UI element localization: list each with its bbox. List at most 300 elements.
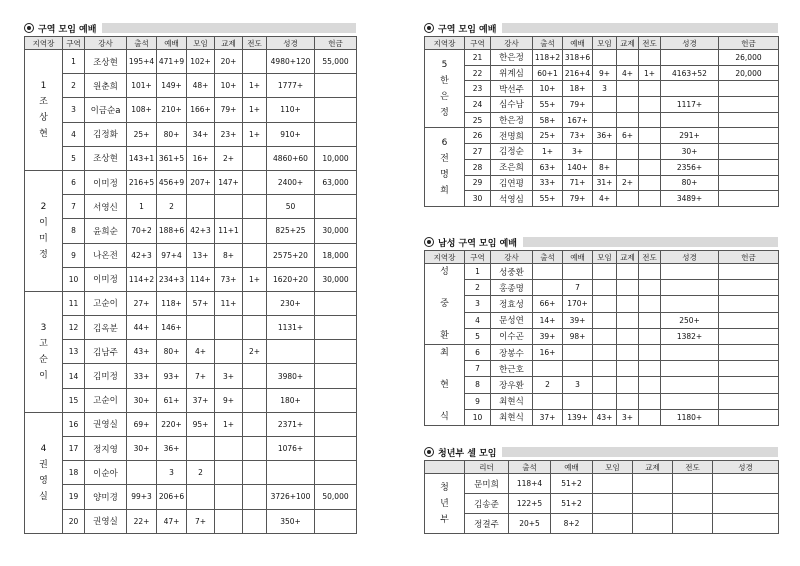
cell-teacher: 위계심 [491, 65, 533, 81]
cell-evangelism [243, 316, 267, 340]
cell-worship: 149+ [157, 74, 187, 98]
table-row [425, 128, 779, 144]
cell-worship: 216+4 [563, 65, 593, 81]
cell-meeting [593, 345, 617, 361]
cell-meeting [593, 328, 617, 344]
cell-attendance: 70+2 [127, 219, 157, 243]
table-row [425, 144, 779, 160]
leader-label-char: 한 [440, 75, 449, 86]
cell-teacher: 조은희 [491, 159, 533, 175]
column-header: 출석 [509, 461, 551, 474]
cell-worship: 98+ [563, 328, 593, 344]
cell-meeting [593, 112, 617, 128]
leader-label-char: 은 [440, 91, 449, 102]
cell-fellowship [617, 159, 639, 175]
right-top-section [424, 20, 778, 207]
leader-label-char: 명 [440, 170, 449, 181]
cell-fellowship [215, 509, 243, 533]
cell-number: 5 [63, 146, 85, 170]
cell-worship [563, 361, 593, 377]
leader-label-char [425, 312, 464, 328]
cell-worship: 2 [157, 195, 187, 219]
cell-number: 8 [465, 377, 491, 393]
column-header: 모임 [593, 251, 617, 264]
leader-label-char: 4 [40, 443, 47, 454]
cell-evangelism [639, 175, 661, 191]
cell-number: 5 [465, 328, 491, 344]
cell-attendance: 216+5 [127, 170, 157, 194]
cell-bible: 3980+ [267, 364, 315, 388]
header-row [25, 37, 357, 50]
cell-evangelism [639, 144, 661, 160]
cell-meeting [593, 296, 617, 312]
cell-teacher: 석영심 [491, 191, 533, 207]
table-row [425, 65, 779, 81]
cell-fellowship [617, 361, 639, 377]
cell-bible: 1131+ [267, 316, 315, 340]
left-section-title: 구역 모임 예배 [38, 24, 97, 35]
cell-worship: 61+ [157, 388, 187, 412]
column-header: 전도 [639, 37, 661, 50]
title-bar [502, 447, 778, 457]
cell-fellowship [617, 345, 639, 361]
cell-teacher: 김남주 [85, 340, 127, 364]
cell-meeting [593, 393, 617, 409]
leader-label-char: 6 [441, 138, 448, 149]
cell-fellowship: 1+ [215, 412, 243, 436]
cell-fellowship: 8+ [215, 243, 243, 267]
cell-evangelism: 1+ [639, 65, 661, 81]
cell-number: 8 [63, 219, 85, 243]
cell-worship: 3+ [563, 144, 593, 160]
cell-fellowship: 4+ [617, 65, 639, 81]
column-header [425, 461, 465, 474]
column-header: 전도 [639, 251, 661, 264]
cell-teacher: 성중환 [491, 264, 533, 280]
cell-attendance [533, 361, 563, 377]
cell-worship: 167+ [563, 112, 593, 128]
cell-offering [315, 437, 357, 461]
cell-teacher: 전명희 [491, 128, 533, 144]
cell-bible [661, 345, 719, 361]
cell-bible: 1620+20 [267, 267, 315, 291]
right-middle-section-header [424, 234, 778, 250]
cell-meeting: 8+ [593, 159, 617, 175]
cell-offering [315, 74, 357, 98]
cell-evangelism [639, 377, 661, 393]
cell-offering [719, 112, 779, 128]
cell-evangelism [639, 345, 661, 361]
leader-label-char: 상 [39, 112, 48, 123]
cell-evangelism [639, 409, 661, 425]
column-header: 구역 [465, 251, 491, 264]
cell-bible: 250+ [661, 312, 719, 328]
table-row [25, 170, 357, 194]
cell-offering [315, 316, 357, 340]
leader-group-label [25, 291, 63, 412]
cell-worship: 146+ [157, 316, 187, 340]
cell-worship: 80+ [157, 122, 187, 146]
leader-label-char: 현 [440, 380, 449, 390]
cell-worship: 97+4 [157, 243, 187, 267]
cell-evangelism [243, 170, 267, 194]
leader-label-char: 권 [39, 459, 48, 470]
table-row [425, 345, 779, 361]
cell-meeting: 42+3 [187, 219, 215, 243]
cell-evangelism: 1+ [243, 267, 267, 291]
table-row [425, 312, 779, 328]
cell-number: 6 [63, 170, 85, 194]
table-row [25, 412, 357, 436]
leader-label-char: 5 [441, 59, 448, 70]
cell-meeting: 36+ [593, 128, 617, 144]
leader-label-char: 최 [440, 348, 449, 358]
table-row [25, 509, 357, 533]
cell-fellowship [633, 514, 673, 534]
cell-evangelism [639, 393, 661, 409]
cell-bible: 1117+ [661, 97, 719, 113]
cell-bible [661, 361, 719, 377]
cell-meeting: 16+ [187, 146, 215, 170]
cell-evangelism [639, 280, 661, 296]
cell-offering [719, 328, 779, 344]
cell-bible: 4163+52 [661, 65, 719, 81]
leader-group-label [25, 50, 63, 171]
cell-teacher: 고순이 [85, 388, 127, 412]
cell-evangelism [243, 243, 267, 267]
cell-bible: 350+ [267, 509, 315, 533]
cell-attendance: 10+ [533, 81, 563, 97]
cell-fellowship [617, 112, 639, 128]
table-row [25, 146, 357, 170]
cell-meeting: 43+ [593, 409, 617, 425]
cell-offering [315, 122, 357, 146]
cell-number: 1 [465, 264, 491, 280]
cell-meeting [593, 264, 617, 280]
cell-teacher: 이미정 [85, 267, 127, 291]
cell-meeting [593, 361, 617, 377]
cell-bible: 4980+120 [267, 50, 315, 74]
cell-attendance: 58+ [533, 112, 563, 128]
table-row [425, 514, 779, 534]
cell-number: 18 [63, 461, 85, 485]
cell-attendance: 42+3 [127, 243, 157, 267]
cell-teacher: 조상현 [85, 146, 127, 170]
cell-number: 26 [465, 128, 491, 144]
cell-number: 24 [465, 97, 491, 113]
cell-attendance: 37+ [533, 409, 563, 425]
cell-attendance [533, 393, 563, 409]
column-header: 예배 [157, 37, 187, 50]
cell-attendance: 16+ [533, 345, 563, 361]
cell-fellowship: 9+ [215, 388, 243, 412]
column-header: 교제 [215, 37, 243, 50]
cell-bible: 4860+60 [267, 146, 315, 170]
cell-offering [315, 98, 357, 122]
column-header: 모임 [187, 37, 215, 50]
header-row [425, 461, 779, 474]
cell-attendance: 195+4 [127, 50, 157, 74]
leader-label-char: 정 [39, 249, 48, 260]
cell-teacher: 김옥분 [85, 316, 127, 340]
leader-label-char: 중 [440, 299, 449, 309]
cell-evangelism [243, 195, 267, 219]
cell-meeting [187, 437, 215, 461]
cell-attendance: 143+1 [127, 146, 157, 170]
cell-number: 2 [63, 74, 85, 98]
cell-number: 25 [465, 112, 491, 128]
cell-bible: 180+ [267, 388, 315, 412]
cell-teacher: 김연평 [491, 175, 533, 191]
youth-group-label [425, 474, 465, 534]
cell-bible: 1180+ [661, 409, 719, 425]
cell-bible [661, 280, 719, 296]
cell-worship: 220+ [157, 412, 187, 436]
cell-offering [719, 377, 779, 393]
cell-fellowship: 79+ [215, 98, 243, 122]
cell-bible: 2400+ [267, 170, 315, 194]
cell-evangelism [639, 264, 661, 280]
table-row [425, 377, 779, 393]
cell-teacher: 이금순a [85, 98, 127, 122]
cell-attendance: 63+ [533, 159, 563, 175]
cell-bible: 825+25 [267, 219, 315, 243]
table-row [25, 98, 357, 122]
cell-fellowship [617, 144, 639, 160]
column-header: 구역 [63, 37, 85, 50]
cell-teacher: 정지영 [85, 437, 127, 461]
cell-offering [719, 393, 779, 409]
title-bar [523, 237, 778, 247]
cell-bible: 80+ [661, 175, 719, 191]
cell-fellowship [215, 340, 243, 364]
cell-evangelism [243, 412, 267, 436]
leader-label-char [425, 361, 464, 377]
cell-fellowship [617, 50, 639, 66]
column-header: 성경 [267, 37, 315, 50]
table-row [25, 364, 357, 388]
cell-number: 15 [63, 388, 85, 412]
cell-worship: 170+ [563, 296, 593, 312]
right-middle-section-title: 남성 구역 모임 예배 [438, 238, 517, 249]
leader-label-char: 현 [39, 128, 48, 139]
table-row [25, 195, 357, 219]
cell-worship: 51+2 [551, 494, 593, 514]
cell-bible: 3489+ [661, 191, 719, 207]
cell-fellowship: 3+ [215, 364, 243, 388]
cell-worship: 118+ [157, 291, 187, 315]
right-top-table [424, 36, 779, 207]
cell-worship: 234+3 [157, 267, 187, 291]
cell-worship: 71+ [563, 175, 593, 191]
cell-offering: 30,000 [315, 219, 357, 243]
leader-label-char: 1 [40, 80, 47, 91]
cell-evangelism [673, 494, 713, 514]
cell-bible: 30+ [661, 144, 719, 160]
column-header: 출석 [533, 251, 563, 264]
cell-meeting: 34+ [187, 122, 215, 146]
column-header: 교제 [617, 251, 639, 264]
cell-number: 7 [63, 195, 85, 219]
column-header: 출석 [533, 37, 563, 50]
cell-teacher: 권영실 [85, 412, 127, 436]
cell-offering [315, 364, 357, 388]
cell-evangelism [243, 509, 267, 533]
table-row [25, 219, 357, 243]
table-row [425, 361, 779, 377]
cell-attendance [127, 461, 157, 485]
cell-offering [719, 191, 779, 207]
cell-offering [315, 509, 357, 533]
cell-offering [719, 97, 779, 113]
cell-bible: 1777+ [267, 74, 315, 98]
leader-group-label [425, 345, 465, 426]
cell-offering [719, 361, 779, 377]
cell-teacher: 윤희순 [85, 219, 127, 243]
cell-evangelism [639, 81, 661, 97]
cell-offering: 26,000 [719, 50, 779, 66]
table-row [25, 243, 357, 267]
cell-evangelism [639, 328, 661, 344]
cell-teacher: 권영실 [85, 509, 127, 533]
cell-attendance: 1+ [533, 144, 563, 160]
cell-attendance: 25+ [533, 128, 563, 144]
cell-meeting: 48+ [187, 74, 215, 98]
cell-number: 19 [63, 485, 85, 509]
cell-offering [315, 461, 357, 485]
cell-offering: 18,000 [315, 243, 357, 267]
cell-fellowship: 11+1 [215, 219, 243, 243]
cell-number: 2 [465, 280, 491, 296]
cell-worship: 36+ [157, 437, 187, 461]
cell-evangelism [243, 219, 267, 243]
table-row [425, 50, 779, 66]
leader-group-label [25, 170, 63, 291]
right-bottom-section-header [424, 444, 778, 460]
cell-evangelism [243, 437, 267, 461]
cell-bible: 2356+ [661, 159, 719, 175]
cell-meeting [593, 377, 617, 393]
cell-number: 30 [465, 191, 491, 207]
cell-offering [719, 312, 779, 328]
cell-offering [315, 412, 357, 436]
cell-fellowship: 11+ [215, 291, 243, 315]
cell-attendance [533, 264, 563, 280]
youth-label-char: 부 [440, 514, 449, 525]
right-bottom-section-title: 청년부 셀 모임 [438, 448, 497, 459]
table-row [25, 50, 357, 74]
cell-number: 9 [63, 243, 85, 267]
leader-label-char: 고 [39, 338, 48, 349]
leader-label-char: 이 [39, 217, 48, 228]
leader-group-label [425, 264, 465, 345]
cell-worship: 51+2 [551, 474, 593, 494]
column-header: 지역장 [425, 37, 465, 50]
cell-attendance: 122+5 [509, 494, 551, 514]
cell-worship: 7 [563, 280, 593, 296]
leader-label-char: 정 [440, 107, 449, 118]
cell-meeting: 31+ [593, 175, 617, 191]
cell-attendance: 69+ [127, 412, 157, 436]
cell-offering [719, 175, 779, 191]
cell-teacher: 김정화 [85, 122, 127, 146]
cell-fellowship: 147+ [215, 170, 243, 194]
bullet-icon [424, 447, 434, 457]
leader-label-char: 3 [40, 322, 47, 333]
cell-number: 23 [465, 81, 491, 97]
cell-meeting [593, 144, 617, 160]
cell-worship: 80+ [157, 340, 187, 364]
column-header: 헌금 [315, 37, 357, 50]
cell-teacher: 한은정 [491, 112, 533, 128]
cell-teacher: 김정순 [491, 144, 533, 160]
cell-meeting [187, 195, 215, 219]
table-row [425, 191, 779, 207]
cell-number: 1 [63, 50, 85, 74]
cell-offering [719, 264, 779, 280]
cell-teacher: 장우환 [491, 377, 533, 393]
cell-worship: 79+ [563, 97, 593, 113]
cell-fellowship [617, 191, 639, 207]
cell-worship: 361+5 [157, 146, 187, 170]
cell-meeting: 95+ [187, 412, 215, 436]
cell-bible: 2575+20 [267, 243, 315, 267]
column-header: 예배 [551, 461, 593, 474]
cell-offering [719, 280, 779, 296]
column-header: 전도 [243, 37, 267, 50]
right-top-section-title: 구역 모임 예배 [438, 24, 497, 35]
cell-meeting [593, 280, 617, 296]
right-bottom-table [424, 460, 779, 534]
cell-fellowship [617, 328, 639, 344]
cell-evangelism: 1+ [243, 98, 267, 122]
cell-worship: 93+ [157, 364, 187, 388]
cell-fellowship: 73+ [215, 267, 243, 291]
table-row [25, 485, 357, 509]
cell-attendance: 44+ [127, 316, 157, 340]
cell-teacher: 양미경 [85, 485, 127, 509]
leader-group-label [25, 412, 63, 533]
cell-bible [267, 340, 315, 364]
leader-label-char: 조 [39, 96, 48, 107]
cell-attendance: 101+ [127, 74, 157, 98]
cell-number: 16 [63, 412, 85, 436]
cell-worship [563, 345, 593, 361]
cell-evangelism: 1+ [243, 74, 267, 98]
cell-fellowship [215, 437, 243, 461]
cell-fellowship [617, 97, 639, 113]
right-middle-table [424, 250, 779, 426]
cell-number: 13 [63, 340, 85, 364]
cell-leader: 문미희 [465, 474, 509, 494]
cell-teacher: 최현식 [491, 409, 533, 425]
cell-offering: 55,000 [315, 50, 357, 74]
cell-worship: 3 [157, 461, 187, 485]
cell-meeting: 4+ [187, 340, 215, 364]
cell-evangelism [639, 296, 661, 312]
cell-meeting: 166+ [187, 98, 215, 122]
cell-attendance: 60+1 [533, 65, 563, 81]
title-bar [502, 23, 778, 33]
cell-leader: 정결주 [465, 514, 509, 534]
cell-meeting: 3 [593, 81, 617, 97]
cell-meeting [593, 50, 617, 66]
cell-fellowship [215, 461, 243, 485]
column-header: 강사 [491, 251, 533, 264]
cell-bible: 50 [267, 195, 315, 219]
right-bottom-section [424, 444, 778, 534]
table-row [425, 280, 779, 296]
